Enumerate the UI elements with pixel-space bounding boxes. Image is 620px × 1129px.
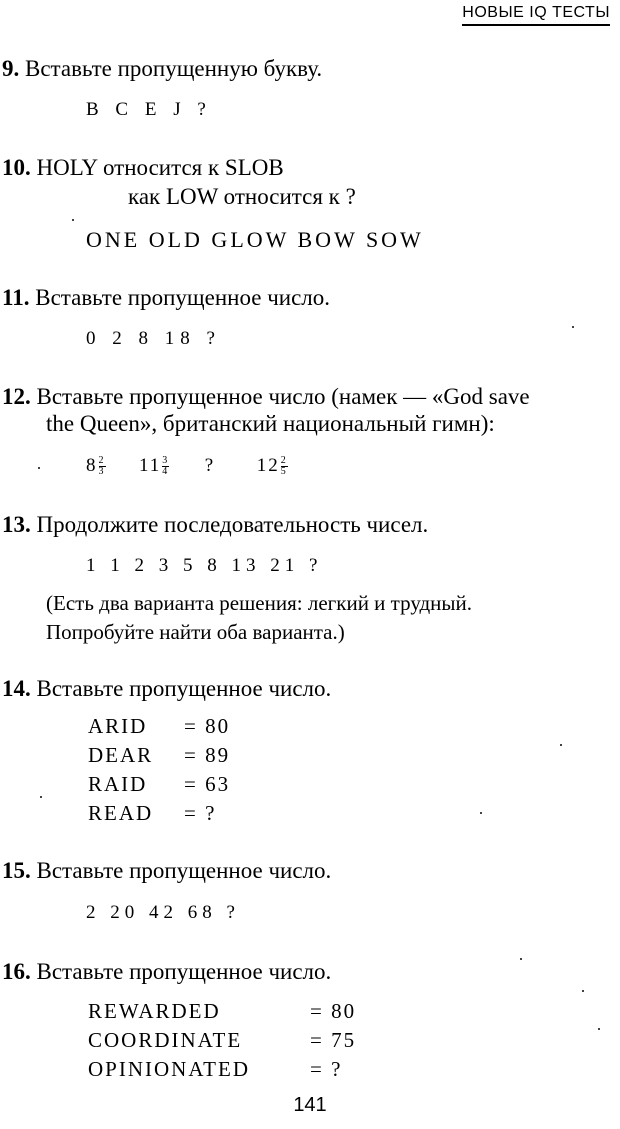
question-12 — [2, 384, 530, 410]
question-16 — [2, 959, 331, 985]
question-text: Вставьте пропущенное число. — [35, 285, 331, 310]
scan-speck — [598, 1028, 600, 1030]
question-number: 15. — [2, 858, 31, 883]
question-number: 11. — [2, 285, 30, 310]
scan-speck — [582, 990, 584, 992]
equation-row: ARID = 80 — [88, 714, 231, 738]
question-text: Вставьте пропущенное число. — [36, 959, 332, 984]
equation-row: DEAR = 89 — [88, 743, 231, 767]
q10-line-2: как LOW относится к ? — [128, 184, 356, 209]
question-text: Вставьте пропущенную букву. — [25, 56, 323, 81]
question-number: 13. — [2, 512, 31, 537]
question-10 — [2, 155, 284, 181]
q12-sequence — [86, 455, 288, 477]
running-header: НОВЫЕ IQ ТЕСТЫ — [462, 4, 610, 26]
question-9 — [2, 56, 322, 82]
scan-speck — [480, 812, 482, 814]
question-15 — [2, 858, 331, 884]
q13-sequence: 1 1 2 3 5 8 13 21 ? — [86, 555, 323, 576]
mixed-number: 12 $\frac{2}{5}$ — [256, 455, 288, 478]
mixed-number: 8 $\frac{2}{3}$ — [86, 455, 106, 478]
scan-speck — [560, 744, 562, 746]
q14-equations — [88, 712, 230, 828]
q10-options: ONE OLD GLOW BOW SOW — [86, 227, 424, 252]
scan-speck — [520, 958, 522, 960]
scan-speck — [572, 326, 574, 328]
equation-row: READ = ? — [88, 801, 217, 825]
scan-speck — [38, 467, 40, 469]
scan-speck — [40, 796, 42, 798]
question-number: 12. — [2, 384, 31, 409]
equation-row: RAID = 63 — [88, 772, 231, 796]
question-13 — [2, 512, 428, 538]
equation-row: OPINIONATED = ? — [88, 1057, 343, 1081]
mixed-number: 11 $\frac{3}{4}$ — [139, 455, 170, 478]
question-number: 9. — [2, 56, 20, 81]
missing-value: ? — [204, 455, 216, 476]
scan-speck — [72, 219, 74, 221]
question-text: Вставьте пропущенное число. — [36, 858, 332, 883]
q9-sequence: B C E J ? — [86, 99, 212, 120]
question-text: Продолжите последовательность чисел. — [36, 512, 429, 537]
q15-sequence: 2 20 42 68 ? — [86, 902, 240, 923]
question-number: 10. — [2, 155, 31, 180]
page-number: 141 — [293, 1094, 327, 1116]
q11-sequence: 0 2 8 18 ? — [86, 328, 221, 349]
question-text: Вставьте пропущенное число (намек — «God save — [36, 384, 530, 409]
question-number: 14. — [2, 676, 31, 701]
q13-note-line-1: (Есть два варианта решения: легкий и трудный. — [46, 591, 473, 615]
question-number: 16. — [2, 959, 31, 984]
question-text: Вставьте пропущенное число. — [36, 676, 332, 701]
question-11 — [2, 285, 330, 311]
question-text: HOLY относится к SLOB — [36, 155, 284, 180]
q16-equations — [88, 997, 356, 1084]
q12-line-2: the Queen», британский национальный гимн): — [46, 411, 495, 436]
equation-row: REWARDED = 80 — [88, 999, 357, 1023]
q13-note-line-2: Попробуйте найти оба варианта.) — [46, 620, 345, 644]
question-14 — [2, 676, 331, 702]
equation-row: COORDINATE = 75 — [88, 1028, 357, 1052]
